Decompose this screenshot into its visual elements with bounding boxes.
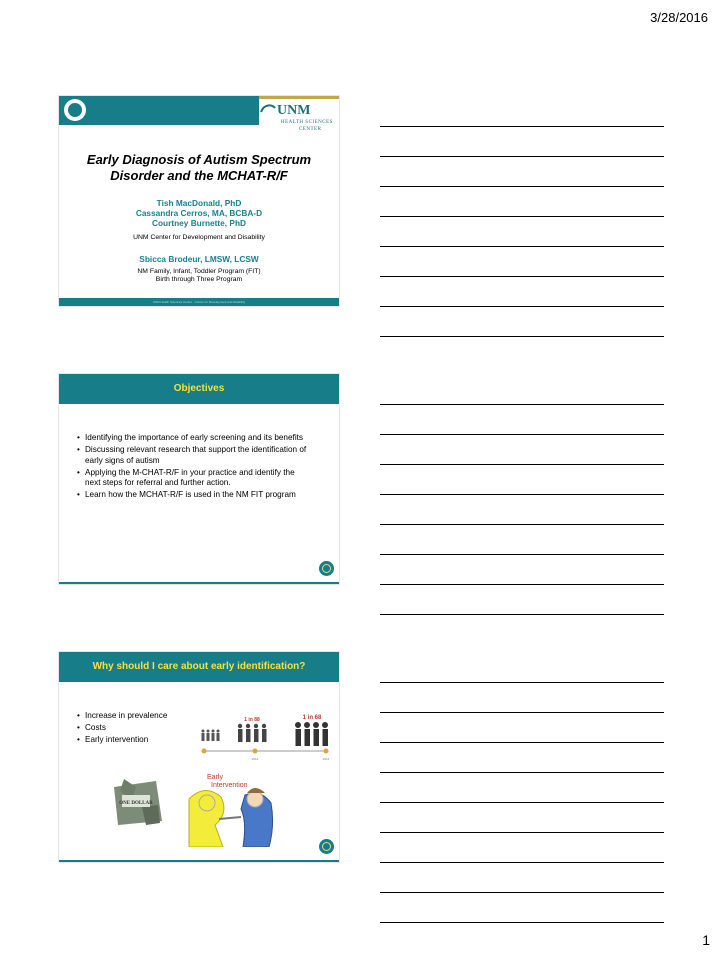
prevalence-year: 2014 [322, 757, 330, 761]
university-seal-icon [319, 561, 334, 576]
note-line [380, 464, 664, 465]
note-line [380, 126, 664, 127]
note-line [380, 584, 664, 585]
note-line [380, 802, 664, 803]
print-date: 3/28/2016 [650, 10, 708, 25]
note-line [380, 246, 664, 247]
unm-logo-sub2: CENTER [299, 127, 322, 132]
note-line [380, 216, 664, 217]
note-line [380, 404, 664, 405]
note-line [380, 156, 664, 157]
list-item: • Identifying the importance of early screening and its benefits [75, 433, 307, 444]
unm-logo-text: UNM [277, 103, 311, 118]
affiliation-2: NM Family, Infant, Toddler Program (FIT) Birth through Three Program [137, 268, 261, 283]
slide-title [59, 96, 339, 306]
prevalence-people-icon [200, 713, 350, 769]
list-item: • Early intervention [75, 735, 205, 746]
note-line [380, 892, 664, 893]
note-line [380, 614, 664, 615]
list-item: • Discussing relevant research that support the identification of early signs of autism [75, 445, 307, 466]
slide-objectives [59, 374, 339, 584]
list-item: • Applying the M-CHAT-R/F in your practice and identify the next steps for referral and further action. [75, 468, 307, 489]
note-line [380, 712, 664, 713]
objectives-list [75, 433, 307, 502]
unm-logo-swoosh-icon [260, 103, 276, 113]
note-line [380, 742, 664, 743]
university-seal-icon [64, 99, 86, 121]
note-line [380, 306, 664, 307]
note-line [380, 682, 664, 683]
page-number: 1 [702, 932, 710, 948]
unm-logo-sub: HEALTH SCIENCES [281, 120, 333, 125]
note-line [380, 832, 664, 833]
prevalence-label: 1 in 88 [244, 717, 260, 723]
slide-heading: Why should I care about early identification? [92, 661, 306, 672]
ei-label: Early [207, 774, 223, 781]
note-line [380, 276, 664, 277]
list-item: • Learn how the MCHAT-R/F is used in the NM FIT program [75, 490, 307, 501]
note-line [380, 434, 664, 435]
list-item: • Costs [75, 723, 205, 734]
university-seal-icon [319, 839, 334, 854]
note-line [380, 862, 664, 863]
slide-heading: Objectives [173, 383, 225, 394]
affiliation: UNM Center for Development and Disability [133, 234, 265, 241]
note-line [380, 922, 664, 923]
note-line [380, 524, 664, 525]
list-item: • Increase in prevalence [75, 711, 205, 722]
slide-footer-bar: UNM Health Sciences Center · Center for Development and Disability [59, 298, 339, 306]
presentation-title: Early Diagnosis of Autism Spectrum Disorder and the MCHAT-R/F [86, 152, 312, 183]
early-intervention-illustration-icon [185, 769, 275, 847]
presenter-list: Tish MacDonald, PhD Cassandra Cerros, MA, BCBA-D Courtney Burnette, PhD [135, 198, 263, 228]
note-line [380, 554, 664, 555]
ei-label: Intervention [211, 782, 248, 789]
presenter-2: Sbicca Brodeur, LMSW, LCSW [139, 254, 259, 264]
dollar-label: ONE DOLLAR [119, 801, 153, 806]
reasons-list [75, 711, 205, 747]
slide-early-identification [59, 652, 339, 862]
note-line [380, 494, 664, 495]
note-line [380, 336, 664, 337]
slide-header-band [59, 96, 259, 125]
prevalence-label: 1 in 68 [302, 715, 322, 721]
note-line [380, 186, 664, 187]
note-line [380, 772, 664, 773]
prevalence-year: 2012 [251, 757, 259, 761]
dollar-bill-icon [106, 777, 168, 829]
